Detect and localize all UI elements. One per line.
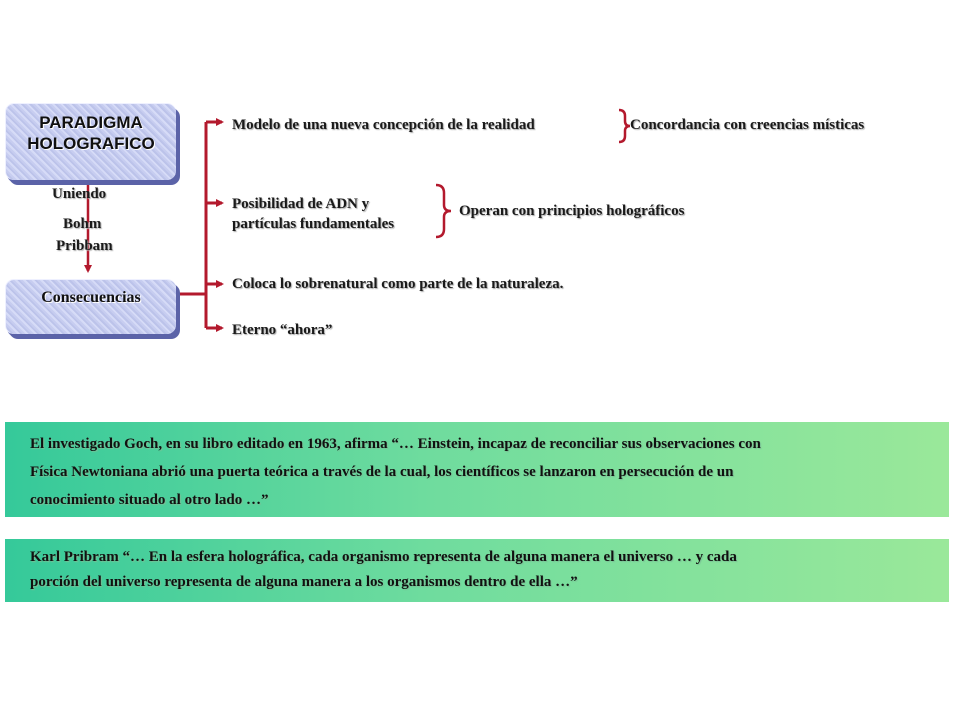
quote-goch-line1: El investigado Goch, en su libro editado en 1963, afirma “… Einstein, incapaz de reconciliar sus observaciones con bbox=[30, 436, 761, 452]
item-adn-line1: Posibilidad de ADN y bbox=[232, 196, 370, 212]
label-uniendo: Uniendo bbox=[52, 186, 107, 202]
quote-pribram bbox=[5, 539, 949, 602]
brace-concordancia bbox=[619, 110, 630, 142]
consequences-title: Consecuencias bbox=[41, 288, 141, 306]
note-concordancia: Concordancia con creencias místicas bbox=[630, 117, 865, 133]
consequences-box bbox=[5, 279, 176, 334]
item-modelo: Modelo de una nueva concepción de la realidad bbox=[232, 117, 535, 133]
quote-goch bbox=[5, 422, 949, 517]
quote-pribram-line2: porción del universo representa de alguna manera a los organismos dentro de ella …” bbox=[30, 574, 578, 590]
label-pribram: Pribbam bbox=[56, 238, 113, 254]
quote-pribram-line1: Karl Pribram “… En la esfera holográfica, cada organismo representa de alguna manera el universo … y cada bbox=[30, 549, 737, 565]
item-adn-line2: partículas fundamentales bbox=[232, 216, 395, 232]
item-eterno: Eterno “ahora” bbox=[232, 322, 333, 338]
paradigm-title: PARADIGMA HOLOGRAFICO bbox=[27, 113, 155, 153]
paradigm-box bbox=[5, 103, 176, 180]
note-operan: Operan con principios holográficos bbox=[459, 203, 685, 219]
label-bohm: Bohm bbox=[63, 216, 102, 232]
quote-goch-line3: conocimiento situado al otro lado …” bbox=[30, 492, 269, 508]
brace-operan bbox=[436, 185, 451, 237]
quote-goch-line2: Física Newtoniana abrió una puerta teórica a través de la cual, los científicos se lanzaron en persecución de un bbox=[30, 464, 734, 480]
item-sobrenatural: Coloca lo sobrenatural como parte de la naturaleza. bbox=[232, 276, 564, 292]
